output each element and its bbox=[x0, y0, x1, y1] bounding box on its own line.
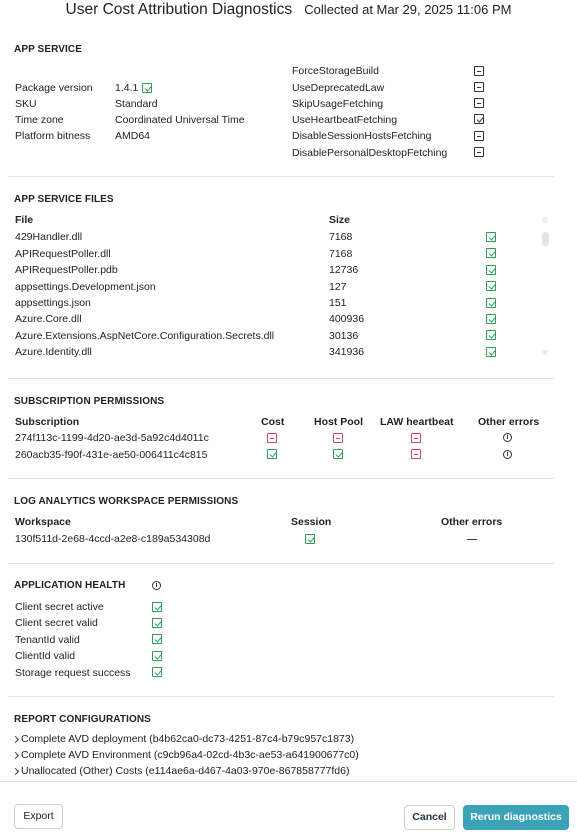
application-health-heading: APPLICATION HEALTH bbox=[14, 580, 126, 591]
scroll-up-arrow-icon[interactable] bbox=[542, 217, 548, 223]
chevron-right-icon bbox=[12, 736, 19, 743]
workspace-id: 130f511d-2e68-4ccd-a2e8-c189a534308d bbox=[15, 533, 211, 545]
export-button[interactable]: Export bbox=[14, 804, 63, 829]
file-name: Azure.Identity.dll bbox=[15, 346, 92, 358]
file-size: 30136 bbox=[329, 330, 359, 342]
other-errors-info-icon[interactable]: i bbox=[503, 450, 512, 459]
time-zone-label: Time zone bbox=[15, 114, 64, 126]
section-divider bbox=[8, 478, 555, 479]
health-ok-check-icon bbox=[152, 667, 162, 677]
collected-timestamp: Collected at Mar 29, 2025 11:06 PM bbox=[304, 2, 512, 17]
chevron-right-icon bbox=[12, 752, 19, 759]
file-size: 127 bbox=[329, 281, 347, 293]
file-ok-check-icon bbox=[486, 330, 496, 340]
chevron-right-icon bbox=[12, 768, 19, 775]
file-ok-check-icon bbox=[486, 265, 496, 275]
health-ok-check-icon bbox=[152, 634, 162, 644]
report-config-label: Complete AVD deployment (b4b62ca0-dc73-4251-87c4-b79c957c1873) bbox=[21, 733, 355, 745]
other-errors-column-header: Other errors bbox=[478, 416, 540, 428]
file-name: appsettings.Development.json bbox=[15, 281, 156, 293]
file-name: 429Handler.dll bbox=[15, 231, 83, 243]
file-column-header: File bbox=[15, 214, 34, 226]
subscription-permissions-heading: SUBSCRIPTION PERMISSIONS bbox=[14, 396, 165, 407]
rerun-diagnostics-button[interactable]: Rerun diagnostics bbox=[463, 805, 569, 830]
law-heartbeat-fail-icon bbox=[411, 433, 421, 443]
file-ok-check-icon bbox=[486, 347, 496, 357]
time-zone-value: Coordinated Universal Time bbox=[115, 114, 245, 126]
file-ok-check-icon bbox=[486, 248, 496, 258]
app-service-files-heading: APP SERVICE FILES bbox=[14, 194, 114, 205]
file-ok-check-icon bbox=[486, 314, 496, 324]
file-size: 341936 bbox=[329, 346, 365, 358]
cost-ok-check-icon bbox=[267, 449, 277, 459]
sku-label: SKU bbox=[15, 98, 37, 110]
session-column-header: Session bbox=[291, 516, 332, 528]
files-scrollbar[interactable] bbox=[542, 232, 549, 246]
file-ok-check-icon bbox=[486, 232, 496, 242]
flag-name: SkipUsageFetching bbox=[292, 98, 384, 110]
package-version-check-icon bbox=[142, 83, 152, 93]
file-size: 7168 bbox=[329, 248, 353, 260]
flag-name: DisablePersonalDesktopFetching bbox=[292, 147, 448, 159]
platform-bitness-label: Platform bitness bbox=[15, 130, 91, 142]
health-ok-check-icon bbox=[152, 618, 162, 628]
file-name: Azure.Core.dll bbox=[15, 313, 82, 325]
report-config-item[interactable] bbox=[12, 733, 392, 747]
file-ok-check-icon bbox=[486, 298, 496, 308]
no-errors-dash-icon bbox=[467, 539, 477, 540]
other-errors-column-header: Other errors bbox=[441, 516, 503, 528]
dialog-title-bar bbox=[0, 0, 577, 22]
other-errors-info-icon[interactable]: i bbox=[503, 433, 512, 442]
file-name: appsettings.json bbox=[15, 297, 91, 309]
report-config-label: Unallocated (Other) Costs (e114ae6a-d467-4a03-970e-867858777fd6) bbox=[21, 765, 350, 777]
flag-off-icon bbox=[474, 131, 484, 141]
package-version-label: Package version bbox=[15, 82, 93, 94]
report-configurations-heading: REPORT CONFIGURATIONS bbox=[14, 714, 151, 725]
flag-name: DisableSessionHostsFetching bbox=[292, 130, 432, 142]
file-size: 7168 bbox=[329, 231, 353, 243]
flag-off-icon bbox=[474, 147, 484, 157]
host-pool-ok-check-icon bbox=[333, 449, 343, 459]
flag-off-icon bbox=[474, 82, 484, 92]
subscription-column-header: Subscription bbox=[15, 416, 80, 428]
package-version-value: 1.4.1 bbox=[115, 82, 139, 94]
session-ok-check-icon bbox=[305, 534, 315, 544]
file-ok-check-icon bbox=[486, 281, 496, 291]
section-divider bbox=[8, 563, 555, 564]
host-pool-fail-icon bbox=[333, 433, 343, 443]
health-item-label: Storage request success bbox=[15, 667, 131, 679]
flag-off-icon bbox=[474, 66, 484, 76]
flag-name: UseHeartbeatFetching bbox=[292, 114, 398, 126]
cost-fail-icon bbox=[267, 433, 277, 443]
health-ok-check-icon bbox=[152, 602, 162, 612]
subscription-id: 260acb35-f90f-431e-ae50-006411c4c815 bbox=[15, 449, 208, 461]
flag-off-icon bbox=[474, 98, 484, 108]
file-name: APIRequestPoller.dll bbox=[15, 248, 111, 260]
application-health-info-icon[interactable]: i bbox=[152, 581, 161, 590]
file-name: APIRequestPoller.pdb bbox=[15, 264, 118, 276]
report-config-item[interactable] bbox=[12, 749, 392, 763]
section-divider bbox=[8, 176, 555, 177]
file-size: 12736 bbox=[329, 264, 359, 276]
health-item-label: ClientId valid bbox=[15, 650, 76, 662]
flag-on-icon bbox=[474, 114, 484, 124]
file-size: 151 bbox=[329, 297, 347, 309]
file-size: 400936 bbox=[329, 313, 365, 325]
app-service-heading: APP SERVICE bbox=[14, 44, 82, 55]
scroll-down-arrow-icon[interactable] bbox=[541, 350, 549, 355]
platform-bitness-value: AMD64 bbox=[115, 130, 151, 142]
flag-name: UseDeprecatedLaw bbox=[292, 82, 385, 94]
report-config-item[interactable] bbox=[12, 765, 392, 779]
log-analytics-heading: LOG ANALYTICS WORKSPACE PERMISSIONS bbox=[14, 496, 239, 507]
footer-divider bbox=[0, 781, 577, 782]
subscription-id: 274f113c-1199-4d20-ae3d-5a92c4d4011c bbox=[15, 432, 209, 444]
sku-value: Standard bbox=[115, 98, 158, 110]
cost-column-header: Cost bbox=[261, 416, 285, 428]
section-divider bbox=[8, 378, 555, 379]
health-item-label: Client secret active bbox=[15, 601, 104, 613]
cancel-button[interactable]: Cancel bbox=[404, 805, 455, 830]
health-item-label: Client secret valid bbox=[15, 617, 98, 629]
file-name: Azure.Extensions.AspNetCore.Configuration.Secrets.dll bbox=[15, 330, 275, 342]
health-item-label: TenantId valid bbox=[15, 634, 80, 646]
section-divider bbox=[8, 696, 555, 697]
flag-name: ForceStorageBuild bbox=[292, 65, 379, 77]
workspace-column-header: Workspace bbox=[15, 516, 71, 528]
law-heartbeat-column-header: LAW heartbeat bbox=[380, 416, 454, 428]
report-config-label: Complete AVD Environment (c9cb96a4-02cd-4b3c-ae53-a641900677c0) bbox=[21, 749, 359, 761]
size-column-header: Size bbox=[329, 214, 351, 226]
law-heartbeat-fail-icon bbox=[411, 449, 421, 459]
host-pool-column-header: Host Pool bbox=[314, 416, 363, 428]
dialog-title: User Cost Attribution Diagnostics bbox=[65, 1, 293, 18]
health-ok-check-icon bbox=[152, 651, 162, 661]
